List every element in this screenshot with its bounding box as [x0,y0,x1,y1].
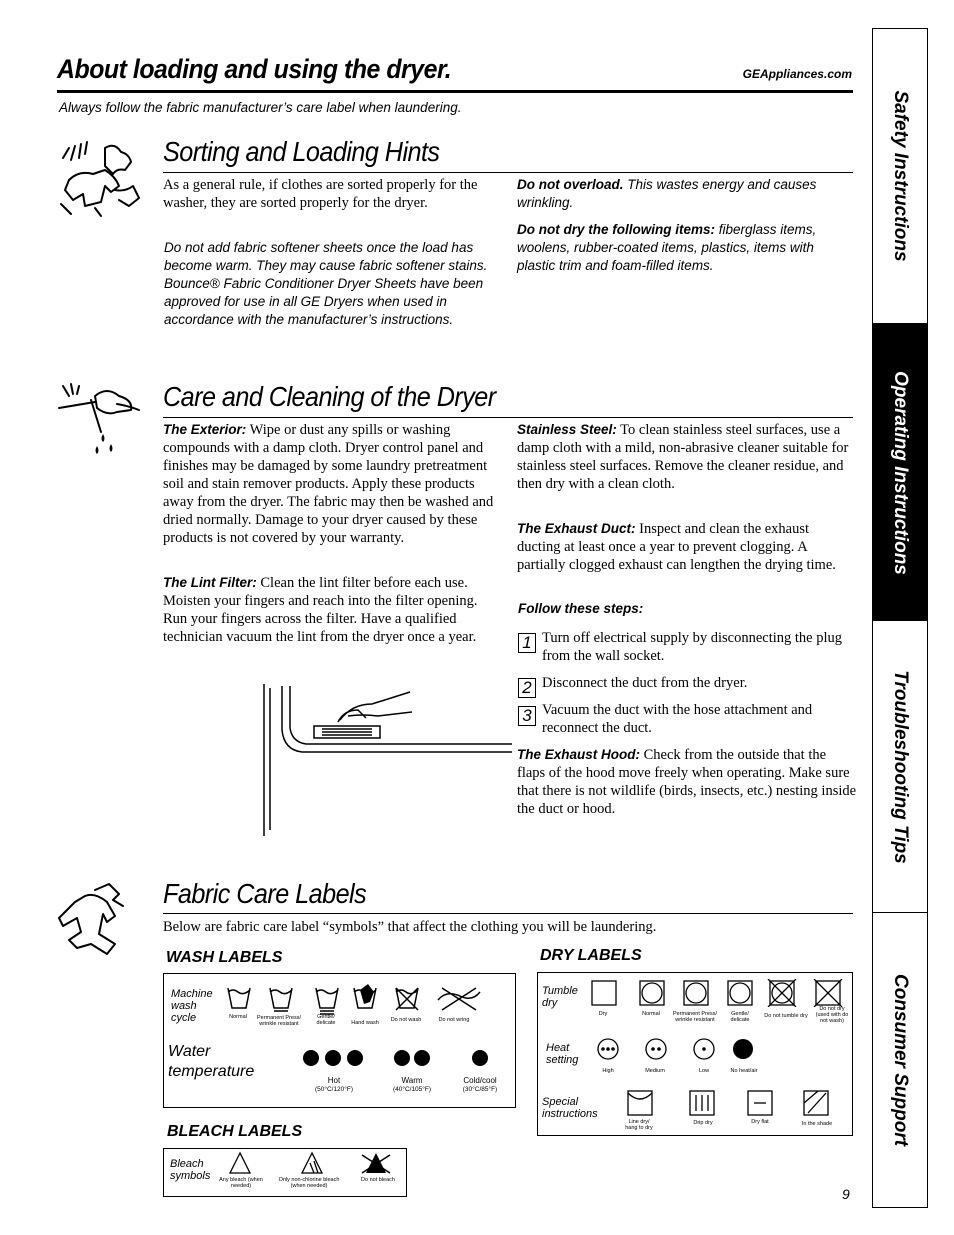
exterior-paragraph [163,421,495,547]
special-instructions-label: Special instructions [542,1096,598,1120]
step-text: Turn off electrical supply by disconnecting the plug from the wall socket. [542,630,843,664]
step-text: Vacuum the duct with the hose attachment and reconnect the duct. [542,702,813,736]
tumble-dry-symbols [590,979,850,1007]
special-caption: Drip dry [693,1120,713,1126]
temp-name: Hot [327,1076,341,1085]
tumble-dry-label: Tumble dry [542,985,578,1009]
fabric-title: Fabric Care Labels [163,878,367,909]
bleach-symbols-label: Bleach symbols [170,1158,211,1182]
steps-heading: Follow these steps: [518,601,644,616]
step-text: Disconnect the duct from the dryer. [542,675,748,691]
temp-name: Cold/cool [463,1076,497,1085]
tab-troubleshooting-tips[interactable] [873,621,927,913]
step-number: 3 [518,706,536,726]
warm-dot [394,1050,410,1066]
step-number: 2 [518,678,536,698]
care-title: Care and Cleaning of the Dryer [163,381,496,412]
heat-caption: No heat/air [730,1068,758,1074]
section-rule [163,913,853,914]
tab-label: Safety Instructions [890,90,911,262]
warm-dot [414,1050,430,1066]
heat-caption: Low [698,1068,710,1074]
header-note: Always follow the fabric manufacturer’s care label when laundering. [59,100,462,115]
heat-setting-symbols [596,1037,756,1061]
heat-setting-label: Heat setting [546,1042,579,1066]
tumble-caption: Permanent Press/ wrinkle resistant [672,1011,718,1023]
dry-labels-box [537,972,853,1136]
website-url[interactable]: GEAppliances.com [742,67,852,81]
tab-label: Troubleshooting Tips [890,669,911,864]
exhaust-duct-paragraph [517,520,855,574]
cold-dot [472,1050,488,1066]
special-caption: Line dry/ hang to dry [625,1119,653,1131]
lint-filter-paragraph [163,574,495,646]
tab-label: Consumer Support [890,973,911,1147]
step-number: 1 [518,633,536,653]
exterior-lead: The Exterior: [163,422,247,437]
heat-caption: Medium [645,1068,665,1074]
tumble-caption: Do not dry (used with do not wash) [815,1006,849,1024]
dry-labels-heading: DRY LABELS [540,947,642,964]
overload-paragraph [517,176,847,212]
wash-cycle-symbols [226,982,486,1016]
wash-cycle-caption: Hand wash [351,1020,379,1026]
do-not-dry-text: fiberglass items, woolens, rubber-coated items, plastics, items with plastic trim and foam-filled items. [517,222,817,273]
sidebar-nav [872,28,928,1208]
bleach-symbols [228,1151,398,1175]
sorting-title: Sorting and Loading Hints [163,136,440,167]
overload-text: This wastes energy and causes wrinkling. [517,177,817,210]
cleaning-cloth-icon [55,382,145,462]
tab-safety-instructions[interactable] [873,29,927,324]
wash-labels-box [163,973,516,1108]
exhaust-hood-paragraph [517,746,857,818]
temp-range: (40°C/105°F) [392,1086,432,1093]
bleach-caption: Only non-chlorine bleach (when needed) [278,1177,340,1189]
page-title: About loading and using the dryer. [57,54,452,84]
tab-consumer-support[interactable] [873,913,927,1207]
lint-filter-illustration [262,680,522,840]
tab-operating-instructions[interactable] [873,324,927,621]
stainless-steel-paragraph [517,421,855,493]
wash-cycle-caption: Gentle/ delicate [316,1014,336,1026]
tumble-caption: Gentle/ delicate [730,1011,750,1023]
duct-text: Inspect and clean the exhaust ducting at least once a year to prevent clogging. A partially clogged exhaust can lengthen the drying time. [517,521,836,573]
wash-cycle-caption: Normal [229,1014,247,1020]
sorting-paragraph-2: Do not add fabric softener sheets once the load has become warm. They may cause fabric softener stains. Bounce® Fabric Conditioner Dryer Sheets have been approved for use in all GE Dryers when used in accordance with the manufacturer’s instructions. [164,240,488,327]
section-rule [163,172,853,173]
tumble-caption: Normal [642,1011,660,1017]
special-caption: In the shade [801,1121,833,1127]
temp-range: (50°C/120°F) [314,1086,354,1093]
water-temperature-label: Water temperature [168,1043,255,1080]
header-rule [57,90,853,93]
exterior-text: Wipe or dust any spills or washing compounds with a damp cloth. Dryer control panel and finishes may be damaged by some laundry pretreatment soil and stain remover products. Apply these products away from the dryer. The fabric may then be washed and dried normally. Damage to your dryer caused by these products is not covered by your warranty. [163,422,494,546]
sorting-clothes-icon [55,140,150,220]
shirt-icon [55,882,135,962]
duct-lead: The Exhaust Duct: [517,521,636,536]
wash-cycle-label: Machine wash cycle [171,988,213,1024]
do-not-dry-paragraph [517,221,847,275]
stainless-lead: Stainless Steel: [517,422,617,437]
tumble-caption: Do not tumble dry [764,1013,808,1019]
temp-range: (30°C/85°F) [462,1086,498,1093]
hood-text: Check from the outside that the flaps of the hood move freely when operating. Make sure that there is not wildlife (birds, insects, etc.) nesting inside the duct or hood. [517,747,857,817]
wash-cycle-caption: Do not wash [390,1017,422,1023]
bleach-labels-box [163,1148,407,1197]
stainless-text: To clean stainless steel surfaces, use a damp cloth with a mild, non-abrasive cleaner suitable for stainless steel surfaces. Remove the cleaner residue, and then dry with a clean cloth. [517,422,849,492]
hood-lead: The Exhaust Hood: [517,747,641,762]
sorting-paragraph-1: As a general rule, if clothes are sorted properly for the washer, they are sorted properly for the dryer. [163,177,478,211]
wash-labels-heading: WASH LABELS [166,949,283,966]
fabric-intro: Below are fabric care label “symbols” that affect the clothing you will be laundering. [163,919,657,935]
hot-dot [325,1050,341,1066]
special-caption: Dry flat [751,1119,769,1125]
do-not-dry-lead: Do not dry the following items: [517,222,715,237]
tab-label: Operating Instructions [890,370,911,575]
bleach-caption: Any bleach (when needed) [219,1177,263,1189]
lint-text: Clean the lint filter before each use. Moisten your fingers and reach into the filter opening. Run your fingers across the filter. Have a qualified technician vacuum the lint from the dryer once a year. [163,575,478,645]
hot-dot [347,1050,363,1066]
page-number: 9 [842,1186,850,1202]
wash-cycle-caption: Do not wring [438,1017,470,1023]
bleach-caption: Do not bleach [361,1177,395,1183]
hot-dot [303,1050,319,1066]
overload-lead: Do not overload. [517,177,624,192]
temp-name: Warm [401,1076,423,1085]
special-instruction-symbols [626,1089,836,1117]
section-rule [163,417,853,418]
lint-lead: The Lint Filter: [163,575,257,590]
heat-caption: High [602,1068,614,1074]
bleach-labels-heading: BLEACH LABELS [167,1123,303,1140]
tumble-caption: Dry [598,1011,608,1017]
wash-cycle-caption: Permanent Press/ wrinkle resistant [256,1015,302,1027]
